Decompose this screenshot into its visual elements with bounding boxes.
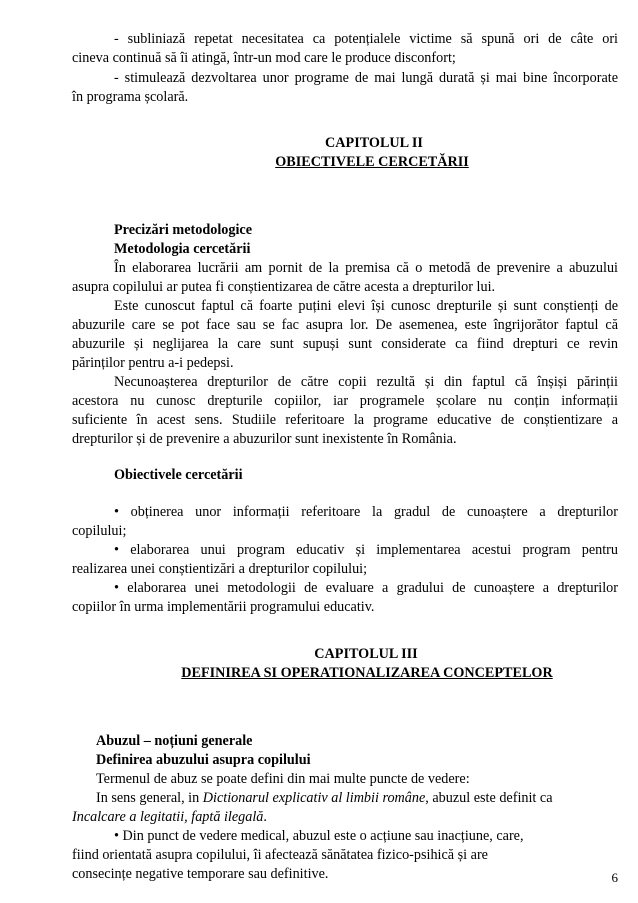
definition-text: Incalcare a legitatii, faptă ilegală bbox=[72, 809, 264, 825]
section-heading: Precizări metodologice bbox=[114, 222, 253, 238]
text-span: , abuzul este definit ca bbox=[425, 790, 553, 806]
intro-line: - subliniază repetat necesitatea ca potențialele victime să spună ori de câte ori bbox=[114, 31, 618, 47]
section-heading: Definirea abuzului asupra copilului bbox=[96, 752, 311, 768]
paragraph-line: abuzurile și neglijarea la care sunt supuși sunt considerate ca fiind drepturi ce revin bbox=[72, 336, 618, 352]
paragraph-line bbox=[72, 808, 618, 828]
paragraph-line bbox=[96, 789, 618, 809]
bullet-line: • elaborarea unei metodologii de evaluare a gradului de cunoaștere a drepturilor bbox=[114, 580, 618, 596]
paragraph-line: fiind orientată asupra copilului, îi afectează sănătatea fizico-psihică și are bbox=[72, 847, 488, 863]
paragraph-line: Este cunoscut faptul că foarte puțini elevi își cunosc drepturile și sunt conștienți de bbox=[114, 298, 618, 314]
intro-line: cineva continuă să îi atingă, într-un mod care le produce disconfort; bbox=[72, 50, 456, 66]
intro-line: - stimulează dezvoltarea unor programe de mai lungă durată și mai bine încorporate bbox=[114, 70, 618, 86]
text-span: In sens general, in bbox=[96, 790, 203, 806]
paragraph-line: În elaborarea lucrării am pornit de la premisa că o metodă de prevenire a abuzului bbox=[114, 260, 618, 276]
bullet-line: copilului; bbox=[72, 523, 127, 539]
bullet-line: • obținerea unor informații referitoare la gradul de cunoaștere a drepturilor bbox=[114, 504, 618, 520]
bullet-line: realizarea unei conștientizări a drepturilor copilului; bbox=[72, 561, 368, 577]
paragraph-line: suficiente în acest sens. Studiile referitoare la programe educative de conștientizare a bbox=[72, 412, 618, 428]
paragraph-line: Termenul de abuz se poate defini din mai multe puncte de vedere: bbox=[96, 771, 470, 787]
intro-line: în programa școlară. bbox=[72, 89, 189, 105]
paragraph-line: Necunoașterea drepturilor de către copii rezultă și din faptul că înșiși părinții bbox=[114, 374, 618, 390]
paragraph-line: asupra copilului ar putea fi conștientizarea de către acesta a drepturilor lui. bbox=[72, 279, 496, 295]
section-heading: Metodologia cercetării bbox=[114, 241, 251, 257]
chapter-label: CAPITOLUL III bbox=[314, 646, 418, 662]
chapter-title: OBIECTIVELE CERCETĂRII bbox=[275, 154, 469, 170]
bullet-line: copiilor în urma implementării programului educativ. bbox=[72, 599, 375, 615]
dictionary-title: Dictionarul explicativ al limbii române bbox=[202, 790, 426, 806]
text-span: . bbox=[263, 809, 267, 825]
paragraph-line: părinților pentru a-i pedepsi. bbox=[72, 355, 234, 371]
paragraph-line: consecințe negative temporare sau definitive. bbox=[72, 866, 329, 882]
section-heading: Obiectivele cercetării bbox=[114, 467, 243, 483]
bullet-line: • Din punct de vedere medical, abuzul este o acțiune sau inacțiune, care, bbox=[114, 828, 524, 844]
chapter-label: CAPITOLUL II bbox=[325, 135, 423, 151]
section-heading: Abuzul – noțiuni generale bbox=[96, 733, 253, 749]
paragraph-line: drepturilor și de prevenire a abuzurilor sunt inexistente în România. bbox=[72, 431, 457, 447]
paragraph-line: abuzurile care se pot face sau se fac asupra lor. De asemenea, este îngrijorător faptul că bbox=[72, 317, 618, 333]
chapter-title: DEFINIREA SI OPERATIONALIZAREA CONCEPTELOR bbox=[181, 665, 553, 681]
bullet-line: • elaborarea unui program educativ și implementarea acestui program pentru bbox=[114, 542, 618, 558]
paragraph-line: acestora nu cunosc drepturile copiilor, iar programele școlare nu conțin informații bbox=[72, 393, 618, 409]
page-number: 6 bbox=[611, 870, 618, 885]
